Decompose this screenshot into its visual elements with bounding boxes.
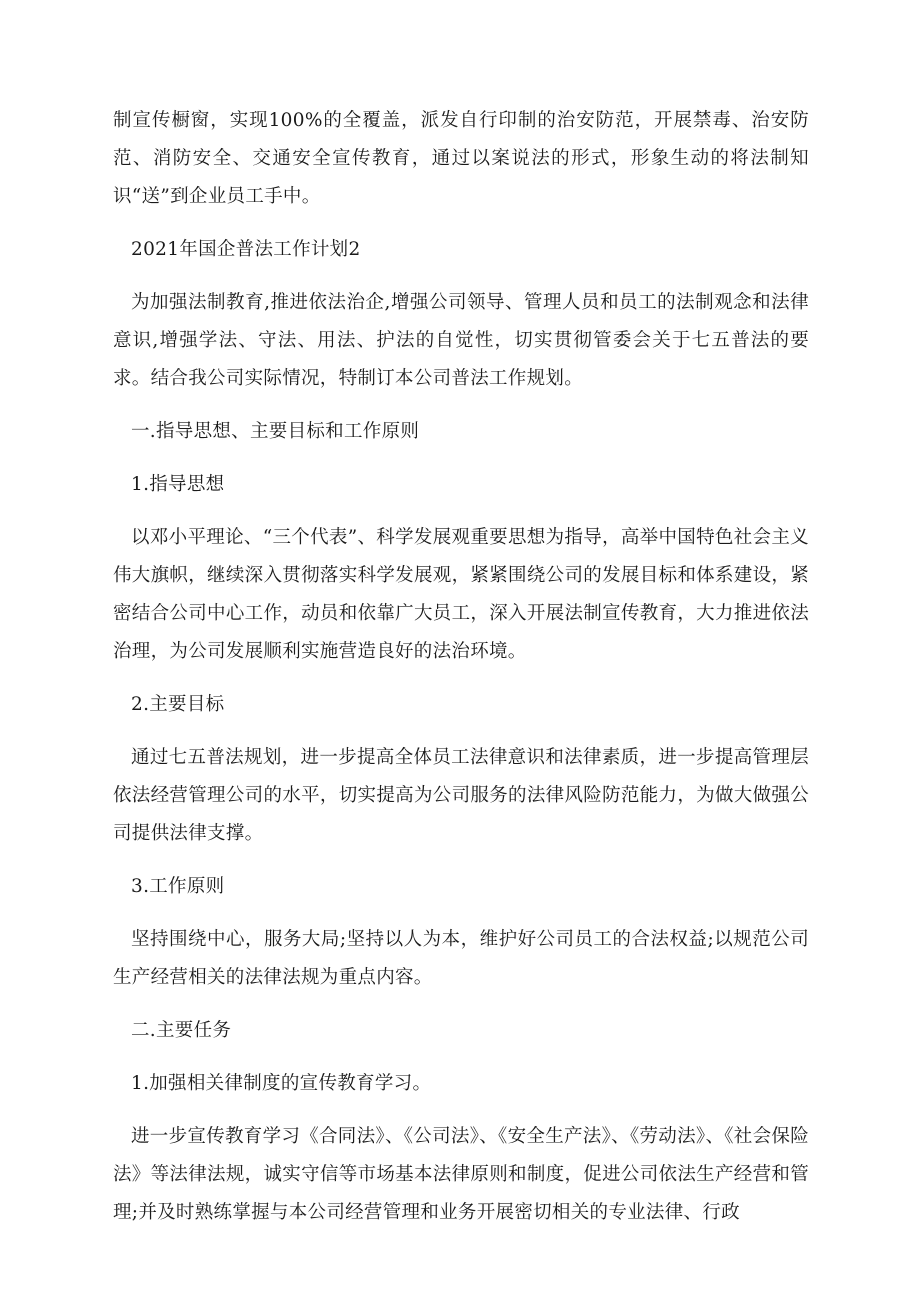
subsection-heading-legal-education: 1.加强相关律制度的宣传教育学习。 xyxy=(131,1073,432,1094)
work-principles-paragraph: 坚持围绕中心，服务大局;坚持以人为本，维护好公司员工的合法权益;以规范公司生产经营相关的法律法规为重点内容。 xyxy=(113,929,809,988)
paragraph-continuation: 制宣传橱窗，实现100%的全覆盖，派发自行印制的治安防范，开展禁毒、治安防范、消防安全、交通安全宣传教育，通过以案说法的形式，形象生动的将法制知识“送”到企业员工手中。 xyxy=(113,110,809,207)
document-body xyxy=(113,102,809,1247)
subsection-heading-work-principles: 3.工作原则 xyxy=(131,876,225,897)
main-goals-paragraph: 通过七五普法规划，进一步提高全体员工法律意识和法律素质，进一步提高管理层依法经营管理公司的水平，切实提高为公司服务的法律风险防范能力，为做大做强公司提供法律支撑。 xyxy=(113,747,809,844)
subsection-heading-guiding-ideology: 1.指导思想 xyxy=(131,474,225,495)
legal-education-paragraph: 进一步宣传教育学习《合同法》、《公司法》、《安全生产法》、《劳动法》、《社会保险法》等法律法规，诚实守信等市场基本法律原则和制度，促进公司依法生产经营和管理;并及时熟练掌握与本公司经营管理和业务开展密切相关的专业法律、行政 xyxy=(113,1126,810,1223)
section-heading-2: 二.主要任务 xyxy=(131,1020,232,1041)
guiding-ideology-paragraph: 以邓小平理论、“三个代表”、科学发展观重要思想为指导，高举中国特色社会主义伟大旗帜，继续深入贯彻落实科学发展观，紧紧围绕公司的发展目标和体系建设，紧密结合公司中心工作，动员和依靠广大员工，深入开展法制宣传教育，大力推进依法治理，为公司发展顺利实施营造良好的法治环境。 xyxy=(113,527,809,662)
subsection-heading-main-goals: 2.主要目标 xyxy=(131,694,225,715)
document-title: 2021年国企普法工作计划2 xyxy=(131,239,361,260)
section-heading-1: 一.指导思想、主要目标和工作原则 xyxy=(131,421,420,442)
intro-paragraph: 为加强法制教育,推进依法治企,增强公司领导、管理人员和员工的法制观念和法律意识,增强学法、守法、用法、护法的自觉性，切实贯彻管委会关于七五普法的要求。结合我公司实际情况，特制订本公司普法工作规划。 xyxy=(113,292,809,389)
